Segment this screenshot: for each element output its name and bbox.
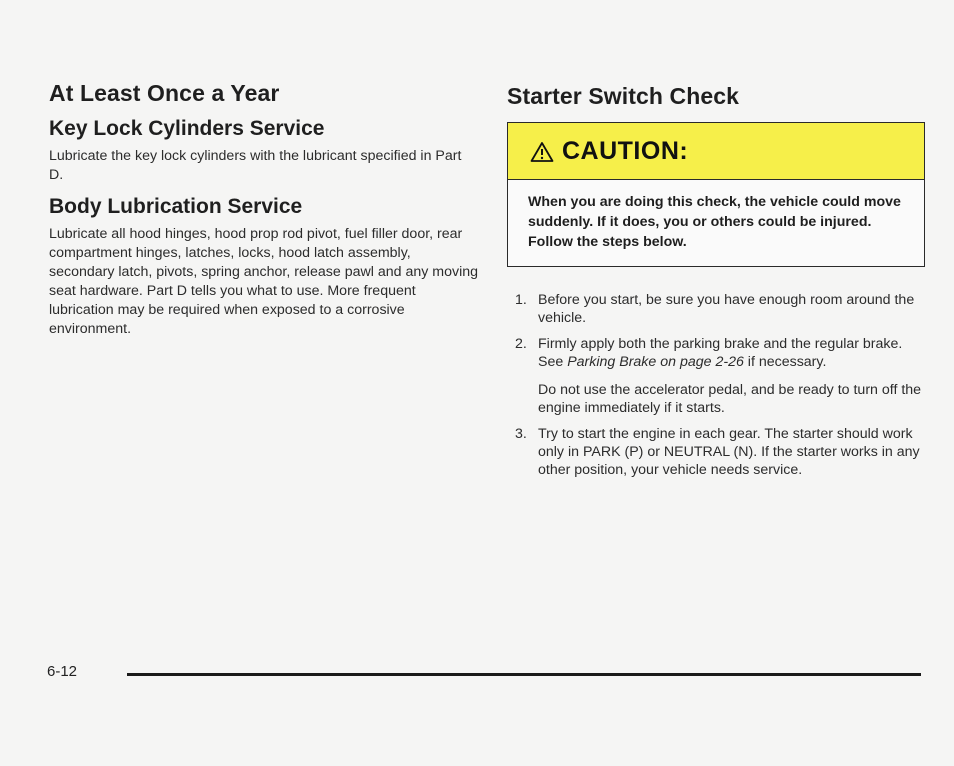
key-lock-heading: Key Lock Cylinders Service bbox=[49, 117, 325, 140]
section-title-starter-switch-check: Starter Switch Check bbox=[507, 83, 740, 109]
page-number: 6-12 bbox=[47, 663, 78, 680]
step-number: 2. bbox=[515, 336, 527, 352]
list-item bbox=[507, 425, 925, 479]
footer-divider bbox=[127, 673, 921, 676]
list-item bbox=[507, 335, 925, 417]
right-column bbox=[507, 83, 925, 487]
caution-header bbox=[508, 123, 924, 180]
caution-title: CAUTION: bbox=[562, 136, 689, 165]
step-text-part: Firmly apply both the parking brake and the regular brake. See bbox=[538, 336, 903, 370]
list-item bbox=[507, 291, 925, 327]
step-text: Before you start, be sure you have enough room around the vehicle. bbox=[538, 292, 915, 326]
left-column bbox=[49, 80, 479, 349]
step-text-part: if necessary. bbox=[743, 354, 827, 370]
body-lubrication-heading: Body Lubrication Service bbox=[49, 195, 303, 218]
page-reference-link[interactable]: Parking Brake on page 2-26 bbox=[567, 354, 744, 370]
body-lubrication-paragraph: Lubricate all hood hinges, hood prop rod pivot, fuel filler door, rear compartment hinges, latches, locks, hood latch assembly, secondary latch, pivots, spring anchor, release pawl and any moving seat hardware. Part D tells you what to use. More frequent lubrication may be required when exposed to a corrosive environment. bbox=[49, 226, 479, 337]
step-text bbox=[538, 335, 925, 371]
steps-list bbox=[507, 291, 925, 479]
step-extra-text: Do not use the accelerator pedal, and be ready to turn off the engine immediately if it starts. bbox=[538, 382, 922, 416]
step-number: 3. bbox=[515, 426, 527, 442]
caution-text: When you are doing this check, the vehicle could move suddenly. If it does, you or others could be injured. Follow the steps below. bbox=[528, 194, 901, 250]
step-number: 1. bbox=[515, 292, 527, 308]
key-lock-paragraph: Lubricate the key lock cylinders with the lubricant specified in Part D. bbox=[49, 148, 462, 183]
step-text: Try to start the engine in each gear. The starter should work only in PARK (P) or NEUTRAL (N). If the starter works in any other position, your vehicle needs service. bbox=[538, 426, 920, 478]
warning-triangle-icon bbox=[530, 141, 554, 163]
section-title-at-least-once-a-year: At Least Once a Year bbox=[49, 80, 280, 106]
caution-box bbox=[507, 122, 925, 267]
